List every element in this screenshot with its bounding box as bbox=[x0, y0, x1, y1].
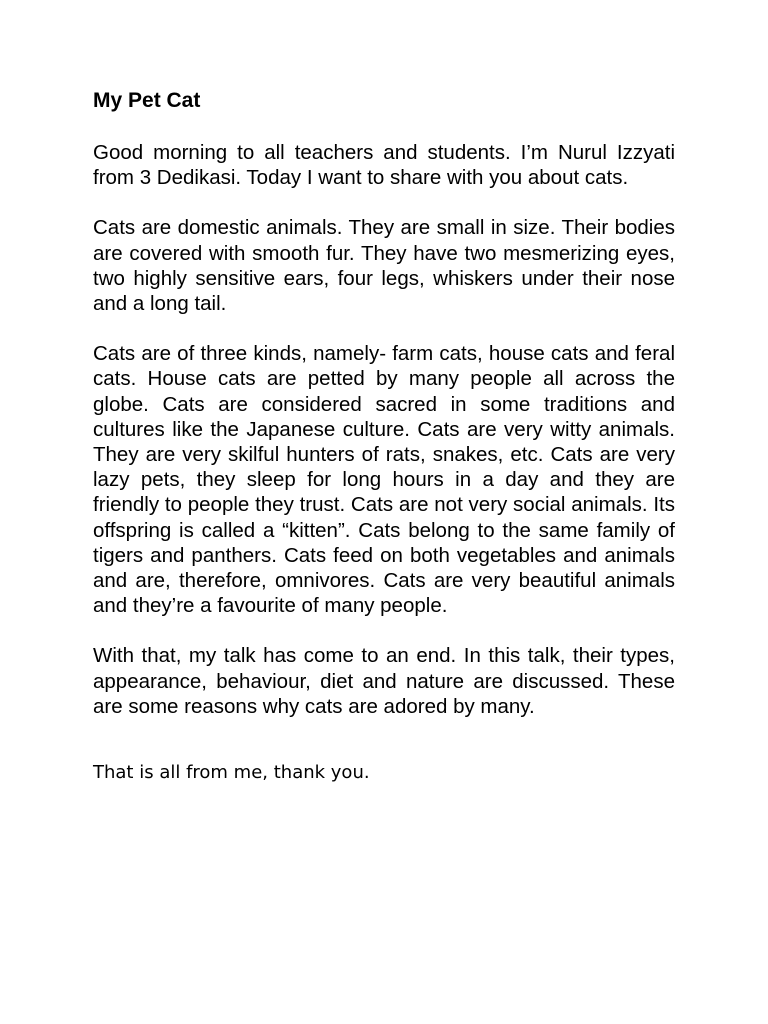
paragraph-conclusion: With that, my talk has come to an end. In this talk, their types, appearance, behaviour, diet and nature are discussed. These are some reasons why cats are adored by many. bbox=[93, 644, 675, 718]
paragraph-kinds: Cats are of three kinds, namely- farm cats, house cats and feral cats. House cats are petted by many people all across the globe. Cats are considered sacred in some traditions and cultures like the Japanese culture. Cats are very witty animals. They are very skilful hunters of rats, snakes, etc. Cats are very lazy pets, they sleep for long hours in a day and they are friendly to people they trust. Cats are not very social animals. Its offspring is called a “kitten”. Cats belong to the same family of tigers and panthers. Cats feed on both vegetables and animals and are, therefore, omnivores. Cats are very beautiful animals and they’re a favourite of many people. bbox=[93, 342, 675, 618]
document-page bbox=[93, 86, 675, 785]
document-title: My Pet Cat bbox=[93, 89, 201, 112]
paragraph-greeting: Good morning to all teachers and students. I’m Nurul Izzyati from 3 Dedikasi. Today I want to share with you about cats. bbox=[93, 141, 675, 190]
closing-line: That is all from me, thank you. bbox=[93, 762, 370, 784]
paragraph-appearance: Cats are domestic animals. They are small in size. Their bodies are covered with smooth fur. They have two mesmerizing eyes, two highly sensitive ears, four legs, whiskers under their nose and a long tail. bbox=[93, 216, 675, 316]
